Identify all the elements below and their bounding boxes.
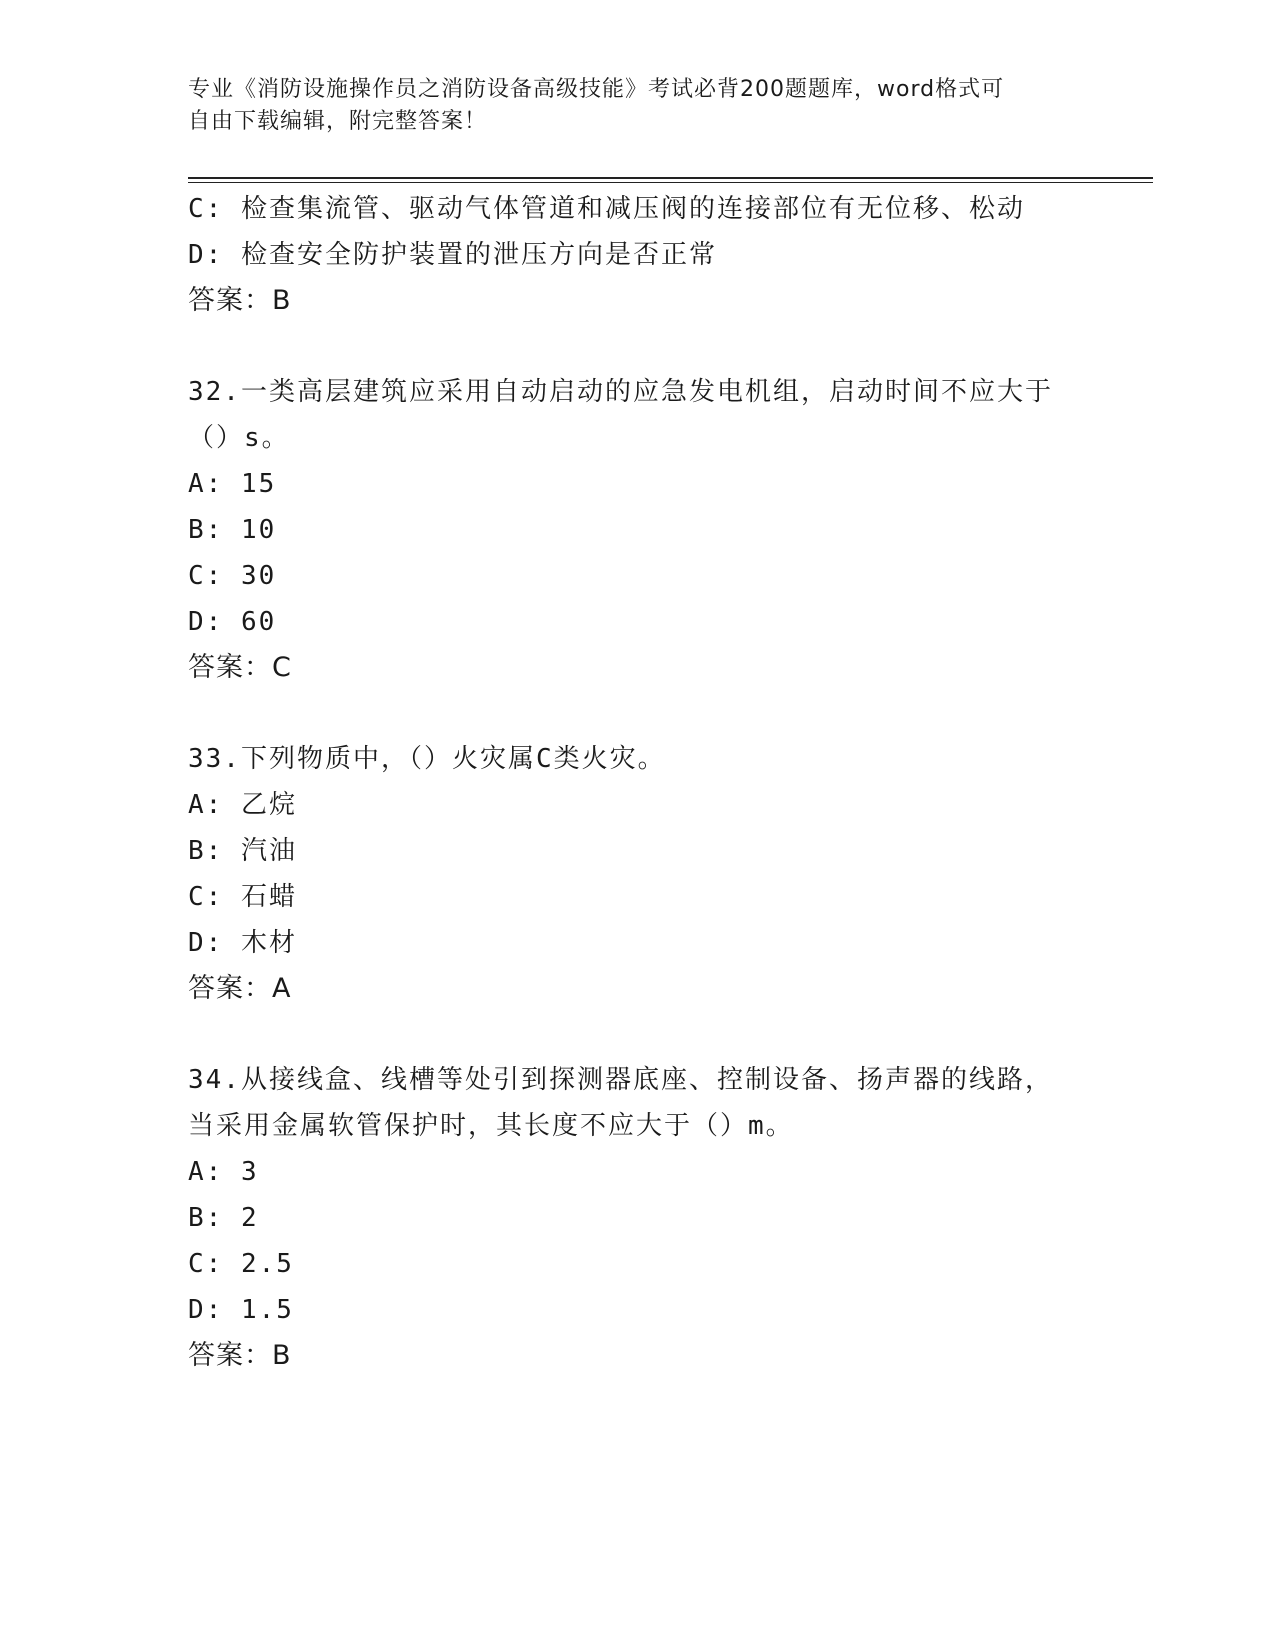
option-d: D: 1.5	[188, 1295, 294, 1325]
question-content	[188, 186, 1088, 1379]
header-line-2: 自由下载编辑，附完整答案！	[188, 109, 488, 134]
answer-line: 答案：B	[188, 285, 292, 316]
answer-line: 答案：C	[188, 652, 292, 683]
option-b: B: 2	[188, 1203, 259, 1233]
question-stem-line: 32.一类高层建筑应采用自动启动的应急发电机组，启动时间不应大于	[188, 377, 1053, 407]
option-b: B: 10	[188, 515, 277, 545]
option-b: B: 汽油	[188, 836, 297, 866]
option-a: A: 15	[188, 469, 277, 499]
option-c: C: 石蜡	[188, 882, 297, 912]
question-33	[188, 736, 1088, 1012]
answer-line: 答案：A	[188, 973, 292, 1004]
option-c: C: 30	[188, 561, 277, 591]
option-d: D: 60	[188, 607, 277, 637]
option-a: A: 乙烷	[188, 790, 297, 820]
option-d: D: 木材	[188, 928, 297, 958]
question-stem-line: 当采用金属软管保护时，其长度不应大于（）m。	[188, 1111, 794, 1141]
document-header	[188, 74, 1088, 138]
question-stem-line: （）s。	[188, 423, 290, 453]
question-stem-line: 34.从接线盒、线槽等处引到探测器底座、控制设备、扬声器的线路，	[188, 1065, 1053, 1095]
question-32	[188, 369, 1088, 691]
option-c: C: 2.5	[188, 1249, 294, 1279]
question-stem-line: 33.下列物质中，（）火灾属C类火灾。	[188, 744, 666, 774]
question-34	[188, 1057, 1088, 1379]
header-divider-thick	[188, 177, 1153, 179]
header-divider-thin	[188, 182, 1153, 183]
continued-question	[188, 186, 1088, 324]
option-a: A: 3	[188, 1157, 259, 1187]
answer-line: 答案：B	[188, 1340, 292, 1371]
option-d: D: 检查安全防护装置的泄压方向是否正常	[188, 240, 717, 270]
option-c: C: 检查集流管、驱动气体管道和减压阀的连接部位有无位移、松动	[188, 194, 1025, 224]
header-line-1: 专业《消防设施操作员之消防设备高级技能》考试必背200题题库，word格式可	[188, 77, 1005, 102]
